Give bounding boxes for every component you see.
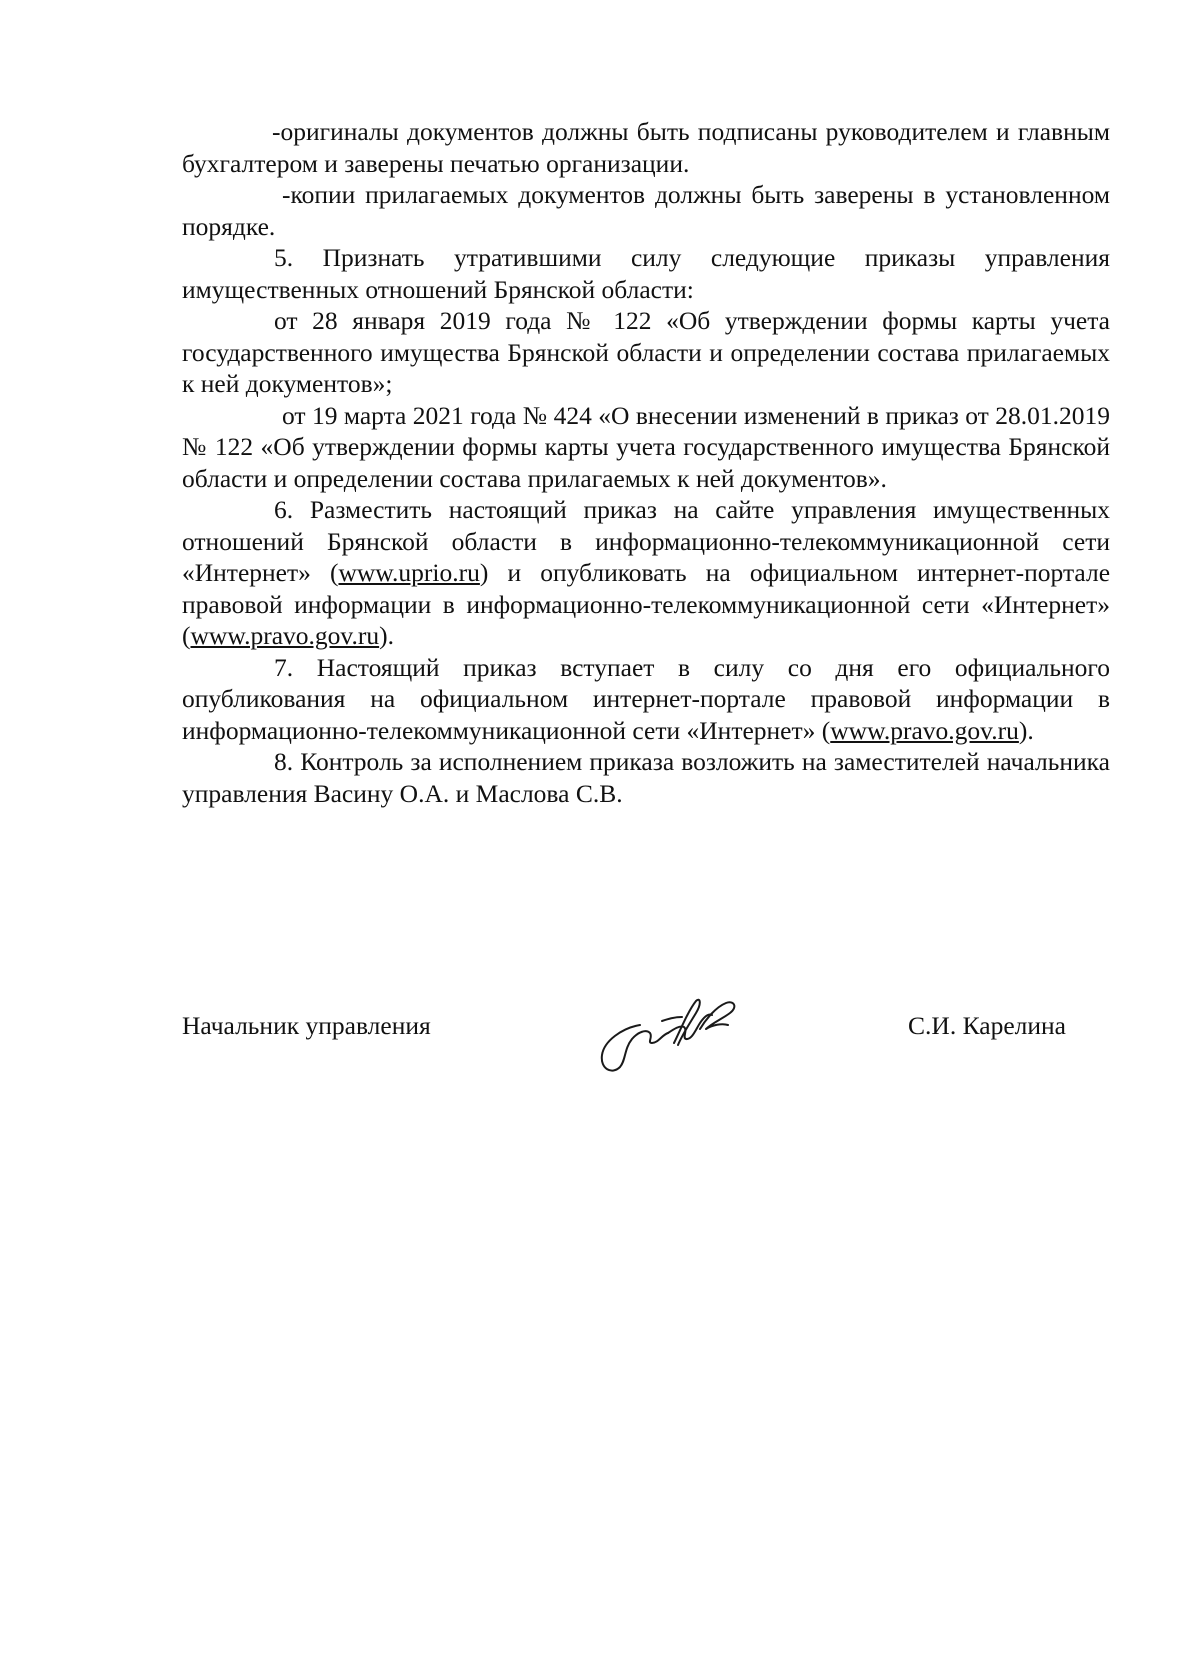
paragraph-item-6 [182, 494, 1110, 652]
paragraph-item-8: 8. Контроль за исполнением приказа возложить на заместителей начальника управления Васину О.А. и Маслова С.В. [182, 747, 1110, 808]
pravo-link[interactable]: www.pravo.gov.ru [190, 621, 380, 650]
paragraph-originals: -оригиналы документов должны быть подписаны руководителем и главным бухгалтером и заверены печатью организации. [182, 117, 1110, 178]
paragraph-repealed-order-1: от 28 января 2019 года № 122 «Об утверждении формы карты учета государственного имущества Брянской области и определении состава прилагаемых к ней документов»; [182, 306, 1110, 398]
uprio-link[interactable]: www.uprio.ru [338, 558, 480, 587]
document-body [182, 116, 1110, 809]
paragraph-item-5: 5. Признать утратившими силу следующие приказы управления имущественных отношений Брянской области: [182, 243, 1110, 304]
item-7-suffix: ). [1018, 715, 1034, 745]
signatory-position: Начальник управления [182, 1011, 431, 1040]
paragraph-repealed-order-2: от 19 марта 2021 года № 424 «О внесении изменений в приказ от 28.01.2019 № 122 «Об утверждении формы карты учета государственного имущества Брянской области и определении состава прилагаемых к ней документов». [182, 400, 1110, 493]
item-7-prefix: 7. Настоящий приказ вступает в силу со дня его официального опубликования на официальном интернет-портале правовой информации в информационно-телекоммуникационной сети «Интернет» ( [182, 652, 1110, 745]
signature-block [182, 1005, 1066, 1085]
signatory-name: С.И. Карелина [908, 1011, 1066, 1040]
handwritten-signature [592, 983, 752, 1078]
item-6-suffix: ). [379, 621, 394, 650]
paragraph-item-7 [182, 652, 1110, 747]
paragraph-copies: -копии прилагаемых документов должны быть заверены в установленном порядке. [182, 180, 1110, 241]
item-6-middle: ) и опубликовать на официальном интернет-портале правовой информации в информационно-телекоммуникационной сети «Интернет» ( [182, 558, 1111, 650]
pravo-link-item-7[interactable]: www.pravo.gov.ru [830, 715, 1019, 745]
item-6-prefix: 6. Разместить настоящий приказ на сайте управления имущественных отношений Брянской области в информационно-телекоммуникационной сети «Интернет» ( [182, 495, 1110, 587]
